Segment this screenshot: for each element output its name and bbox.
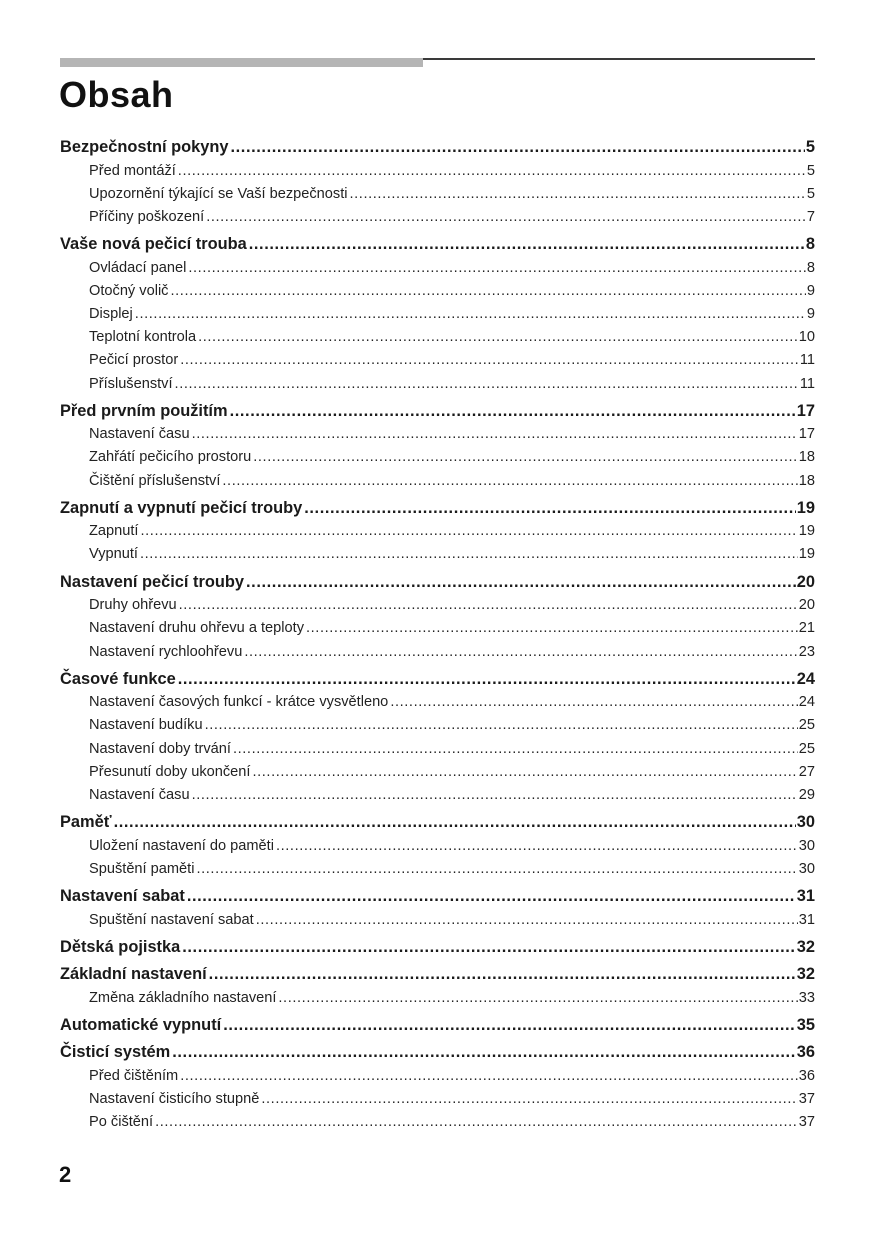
dot-leader xyxy=(141,520,798,543)
toc-item-page: 21 xyxy=(798,620,815,637)
toc-section-label: Nastavení pečicí trouby xyxy=(60,572,245,591)
dot-leader xyxy=(276,835,798,858)
dot-leader xyxy=(205,714,798,737)
toc-item[interactable] xyxy=(60,160,815,183)
toc-item-label: Druhy ohřevu xyxy=(89,597,177,614)
toc-item[interactable] xyxy=(60,1065,815,1088)
dot-leader xyxy=(306,617,798,640)
toc-section[interactable] xyxy=(60,400,815,424)
toc-item-label: Spuštění paměti xyxy=(89,860,195,877)
toc-item-page: 27 xyxy=(798,763,815,780)
dot-leader xyxy=(175,373,799,396)
header-rule xyxy=(60,58,815,68)
toc-item[interactable] xyxy=(60,784,815,807)
toc-item-page: 25 xyxy=(798,717,815,734)
toc-item[interactable] xyxy=(60,909,815,932)
page-number: 2 xyxy=(59,1162,72,1187)
toc-item-label: Zapnutí xyxy=(89,523,139,540)
toc-item-label: Čištění příslušenství xyxy=(89,472,221,489)
toc-item-label: Displej xyxy=(89,305,133,322)
header-rule-bar xyxy=(60,58,423,67)
toc-item[interactable] xyxy=(60,349,815,372)
dot-leader xyxy=(244,641,797,664)
toc-item-page: 7 xyxy=(806,208,815,225)
toc-item-page: 5 xyxy=(806,162,815,179)
toc-section-page: 32 xyxy=(796,965,815,984)
toc-item-label: Nastavení doby trvání xyxy=(89,740,231,757)
dot-leader xyxy=(187,885,796,909)
toc-section-label: Dětská pojistka xyxy=(60,937,181,956)
dot-leader xyxy=(230,400,796,424)
dot-leader xyxy=(172,1041,796,1065)
dot-leader xyxy=(140,543,798,566)
toc-item[interactable] xyxy=(60,543,815,566)
toc-item-page: 37 xyxy=(798,1091,815,1108)
toc-section[interactable] xyxy=(60,136,815,160)
table-of-contents xyxy=(60,136,815,1134)
toc-item[interactable] xyxy=(60,858,815,881)
toc-item[interactable] xyxy=(60,987,815,1010)
toc-item[interactable] xyxy=(60,738,815,761)
dot-leader xyxy=(304,497,796,521)
toc-section[interactable] xyxy=(60,1014,815,1038)
toc-item[interactable] xyxy=(60,835,815,858)
toc-section[interactable] xyxy=(60,497,815,521)
toc-item[interactable] xyxy=(60,714,815,737)
toc-item-label: Upozornění týkající se Vaší bezpečnosti xyxy=(89,185,348,202)
dot-leader xyxy=(261,1088,797,1111)
toc-section-label: Automatické vypnutí xyxy=(60,1015,222,1034)
dot-leader xyxy=(135,303,806,326)
toc-section-page: 30 xyxy=(796,813,815,832)
dot-leader xyxy=(231,136,805,160)
toc-item-label: Ovládací panel xyxy=(89,259,187,276)
toc-section-label: Nastavení sabat xyxy=(60,887,185,905)
toc-item-label: Vypnutí xyxy=(89,546,138,563)
dot-leader xyxy=(246,571,796,595)
toc-section-page: 35 xyxy=(796,1015,815,1034)
toc-section-label: Paměť xyxy=(60,813,112,832)
dot-leader xyxy=(155,1111,798,1134)
toc-item[interactable] xyxy=(60,1088,815,1111)
dot-leader xyxy=(170,280,805,303)
toc-item-label: Teplotní kontrola xyxy=(89,329,197,346)
toc-item-label: Zahřátí pečicího prostoru xyxy=(89,449,252,466)
toc-item-label: Před čištěním xyxy=(89,1067,179,1084)
toc-section[interactable] xyxy=(60,811,815,835)
toc-item-page: 17 xyxy=(798,426,815,443)
toc-section-label: Zapnutí a vypnutí pečicí trouby xyxy=(60,498,303,517)
dot-leader xyxy=(188,257,806,280)
toc-item[interactable] xyxy=(60,520,815,543)
dot-leader xyxy=(350,183,806,206)
toc-section-page: 17 xyxy=(796,401,815,420)
dot-leader xyxy=(223,1014,796,1038)
toc-item[interactable] xyxy=(60,373,815,396)
toc-item-label: Spuštění nastavení sabat xyxy=(89,911,254,928)
toc-item-page: 8 xyxy=(806,259,815,276)
toc-item-page: 30 xyxy=(798,860,815,877)
toc-item-page: 37 xyxy=(798,1114,815,1131)
toc-section-label: Vaše nová pečicí trouba xyxy=(60,235,247,254)
toc-item-page: 19 xyxy=(798,523,815,540)
toc-section-label: Čisticí systém xyxy=(60,1043,171,1062)
toc-item-label: Před montáží xyxy=(89,162,176,179)
toc-section[interactable] xyxy=(60,668,815,692)
toc-item[interactable] xyxy=(60,617,815,640)
toc-item[interactable] xyxy=(60,641,815,664)
toc-item-page: 29 xyxy=(798,786,815,803)
toc-section-page: 8 xyxy=(805,235,815,254)
toc-section-page: 20 xyxy=(796,572,815,591)
toc-item-label: Nastavení čisticího stupně xyxy=(89,1091,260,1108)
toc-item[interactable] xyxy=(60,446,815,469)
toc-item-page: 10 xyxy=(798,329,815,346)
toc-item-label: Změna základního nastavení xyxy=(89,989,277,1006)
toc-item-label: Pečicí prostor xyxy=(89,352,179,369)
toc-section-page: 31 xyxy=(796,887,815,905)
dot-leader xyxy=(178,160,806,183)
toc-section-page: 36 xyxy=(796,1043,815,1062)
toc-section-page: 24 xyxy=(796,669,815,688)
dot-leader xyxy=(256,909,798,932)
toc-item[interactable] xyxy=(60,1111,815,1134)
toc-section-label: Časové funkce xyxy=(60,669,176,688)
toc-item-page: 36 xyxy=(798,1067,815,1084)
dot-leader xyxy=(390,691,797,714)
toc-section-page: 5 xyxy=(805,138,815,156)
toc-section-label: Základní nastavení xyxy=(60,965,207,984)
toc-item-label: Nastavení rychloohřevu xyxy=(89,643,243,660)
toc-item[interactable] xyxy=(60,594,815,617)
toc-item-label: Po čištění xyxy=(89,1114,154,1131)
dot-leader xyxy=(178,668,796,692)
dot-leader xyxy=(196,858,797,881)
toc-section[interactable] xyxy=(60,936,815,960)
toc-item-page: 11 xyxy=(799,352,815,369)
toc-item-page: 24 xyxy=(798,694,815,711)
toc-item-label: Nastavení času xyxy=(89,786,190,803)
toc-item-page: 31 xyxy=(798,911,815,928)
toc-item-page: 18 xyxy=(798,449,815,466)
toc-item-page: 33 xyxy=(798,989,815,1006)
toc-item-label: Nastavení časových funkcí - krátce vysvětleno xyxy=(89,694,389,711)
dot-leader xyxy=(182,936,796,960)
dot-leader xyxy=(233,738,798,761)
toc-item-page: 5 xyxy=(806,185,815,202)
toc-item-page: 9 xyxy=(806,282,815,299)
dot-leader xyxy=(206,206,806,229)
dot-leader xyxy=(222,470,797,493)
toc-item[interactable] xyxy=(60,423,815,446)
toc-item[interactable] xyxy=(60,303,815,326)
toc-item-page: 19 xyxy=(798,546,815,563)
toc-item-label: Nastavení druhu ohřevu a teploty xyxy=(89,620,304,637)
toc-section[interactable] xyxy=(60,1041,815,1065)
toc-item-label: Nastavení budíku xyxy=(89,717,203,734)
dot-leader xyxy=(192,423,798,446)
dot-leader xyxy=(249,233,805,257)
toc-item[interactable] xyxy=(60,326,815,349)
dot-leader xyxy=(179,594,798,617)
toc-section[interactable] xyxy=(60,963,815,987)
toc-item[interactable] xyxy=(60,183,815,206)
dot-leader xyxy=(180,1065,798,1088)
toc-item-label: Příslušenství xyxy=(89,375,173,392)
toc-item-label: Otočný volič xyxy=(89,282,169,299)
toc-item[interactable] xyxy=(60,206,815,229)
dot-leader xyxy=(180,349,799,372)
toc-item-page: 30 xyxy=(798,837,815,854)
toc-item-page: 23 xyxy=(798,643,815,660)
toc-item-label: Uložení nastavení do paměti xyxy=(89,837,274,854)
dot-leader xyxy=(114,811,796,835)
dot-leader xyxy=(252,761,797,784)
dot-leader xyxy=(209,963,796,987)
dot-leader xyxy=(198,326,798,349)
dot-leader xyxy=(278,987,797,1010)
toc-section[interactable] xyxy=(60,885,815,909)
page-title: Obsah xyxy=(59,74,174,115)
toc-section-label: Bezpečnostní pokyny xyxy=(60,138,229,156)
toc-item-label: Příčiny poškození xyxy=(89,208,205,225)
toc-item[interactable] xyxy=(60,470,815,493)
toc-item[interactable] xyxy=(60,257,815,280)
dot-leader xyxy=(253,446,798,469)
toc-item-page: 9 xyxy=(806,305,815,322)
toc-section-page: 32 xyxy=(796,937,815,956)
toc-section-page: 19 xyxy=(796,498,815,517)
toc-item[interactable] xyxy=(60,280,815,303)
toc-item-label: Nastavení času xyxy=(89,426,190,443)
toc-item[interactable] xyxy=(60,761,815,784)
toc-item-page: 25 xyxy=(798,740,815,757)
toc-item-page: 11 xyxy=(799,375,815,392)
toc-item-label: Přesunutí doby ukončení xyxy=(89,763,251,780)
toc-item-page: 20 xyxy=(798,597,815,614)
toc-section[interactable] xyxy=(60,571,815,595)
toc-section[interactable] xyxy=(60,233,815,257)
toc-item[interactable] xyxy=(60,691,815,714)
dot-leader xyxy=(192,784,798,807)
toc-section-label: Před prvním použitím xyxy=(60,401,228,420)
toc-item-page: 18 xyxy=(798,472,815,489)
